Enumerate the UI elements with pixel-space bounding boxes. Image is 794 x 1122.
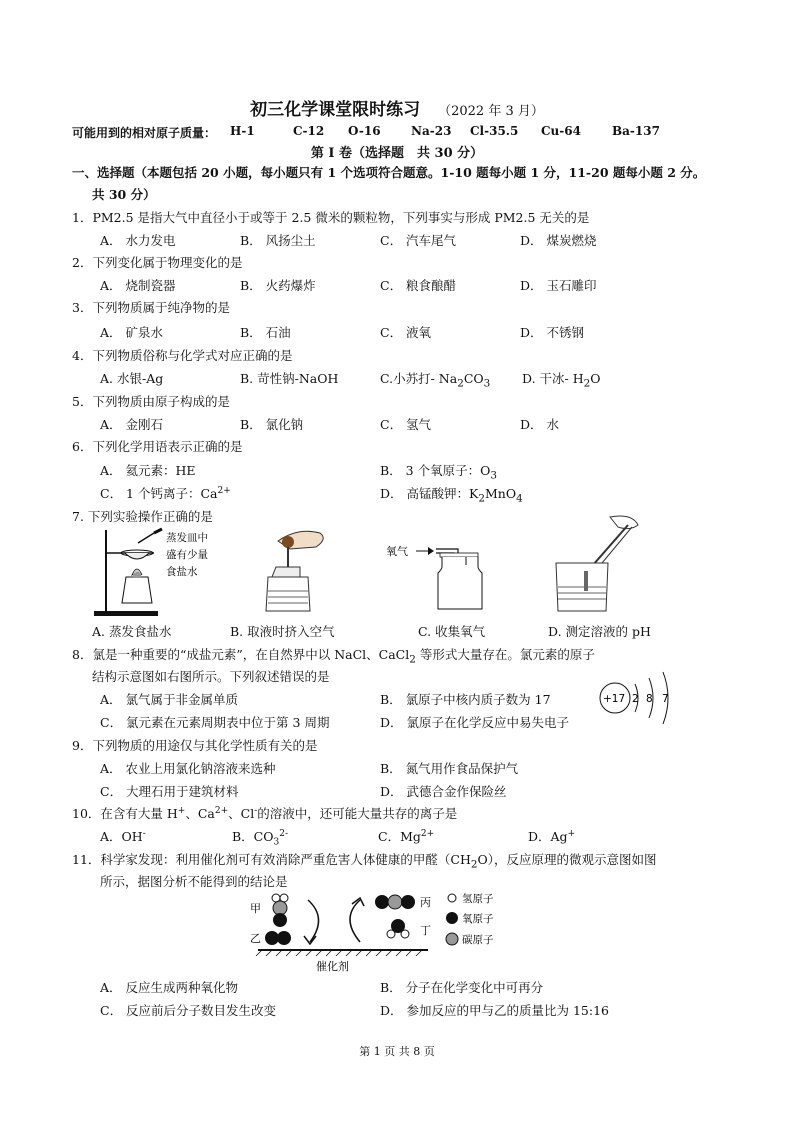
q4-option-a: A. 水银-Ag: [100, 371, 164, 386]
mass-cl: Cl-35.5: [470, 124, 519, 138]
q7-option-b: B. 取液时挤入空气: [230, 624, 335, 639]
q11-option-b: B． 分子在化学变化中可再分: [380, 980, 544, 995]
q7-figure-d: [540, 513, 650, 617]
q11-option-a: A． 反应生成两种氧化物: [100, 980, 239, 995]
q11-label-jia: 甲: [250, 902, 261, 915]
q8-option-d: D． 氯原子在化学反应中易失电子: [380, 715, 569, 730]
q9-option-d: D． 武德合金作保险丝: [380, 784, 507, 799]
section-heading-line1: 一、选择题（本题包括 20 小题，每小题只有 1 个选项符合题意。1-10 题每小题 1 分，11-20 题每小题 2 分。: [72, 165, 706, 180]
q2-option-c: C． 粮食酿醋: [380, 278, 457, 293]
q6-option-a: A． 氦元素：HE: [100, 463, 196, 478]
q7-fig-a-note1: 蒸发皿中: [166, 532, 208, 544]
q8-atom-diagram: [595, 670, 685, 726]
q2-option-b: B． 火药爆炸: [240, 278, 316, 293]
q1-option-c: C． 汽车尾气: [380, 233, 457, 248]
q11-legend-h: 氢原子: [462, 893, 494, 905]
q7-stem: 7. 下列实验操作正确的是: [72, 509, 213, 524]
mass-c: C-12: [293, 124, 325, 138]
q11-stem-line1: 11．科学家发现：利用催化剂可有效消除严重危害人体健康的甲醛$(CH_2O)$，反应原理的微观示意图如图: [72, 852, 657, 871]
q11-option-c: C． 反应前后分子数目发生改变: [100, 1003, 277, 1018]
q7-fig-c-gas: 氧气: [386, 545, 408, 558]
q5-option-d: D． 水: [520, 417, 559, 432]
q7-figure-b: [258, 525, 338, 617]
q7-figure-c: [380, 535, 500, 617]
q10-stem: 10．在含有大量 H+、$Ca^{2+}$、Cl-的溶液中，还可能大量共存的离子是: [72, 805, 458, 821]
q11-legend-o: 氧原子: [462, 913, 494, 925]
q1-option-a: A． 水力发电: [100, 233, 176, 248]
q2-stem: 2．下列变化属于物理变化的是: [72, 255, 243, 270]
q1-option-d: D． 煤炭燃烧: [520, 233, 597, 248]
q1-option-b: B． 风扬尘土: [240, 233, 316, 248]
q9-option-c: C． 大理石用于建筑材料: [100, 784, 239, 799]
q7-option-c: C. 收集氧气: [418, 624, 486, 639]
q2-option-a: A． 烧制瓷器: [100, 278, 176, 293]
q8-shell-2: 8: [646, 693, 653, 705]
q6-option-c: C． 1 个钙离子：$Ca^{2+}$: [100, 485, 231, 501]
q6-option-d: D． 高锰酸钾：$K_2MnO_4$: [380, 486, 523, 505]
q11-catalyst-label: 催化剂: [316, 960, 349, 972]
q6-stem: 6．下列化学用语表示正确的是: [72, 439, 243, 454]
q3-stem: 3．下列物质属于纯净物的是: [72, 300, 230, 315]
q11-reaction-diagram: [248, 888, 518, 972]
q8-option-c: C． 氯元素在元素周期表中位于第 3 周期: [100, 715, 330, 730]
q3-option-c: C． 液氧: [380, 325, 432, 340]
mass-h: H-1: [230, 124, 255, 138]
volume-title: 第 I 卷（选择题 共 30 分）: [310, 146, 484, 161]
page-footer: 第 1 页 共 8 页: [359, 1045, 435, 1058]
q4-option-c: C.小苏打- $Na_2CO_3$: [380, 371, 491, 390]
q9-stem: 9．下列物质的用途仅与其化学性质有关的是: [72, 738, 318, 753]
q4-option-d: D. 干冰- $H_2O$: [522, 371, 601, 390]
q7-option-a: A. 蒸发食盐水: [92, 624, 172, 639]
q5-option-a: A． 金刚石: [100, 417, 164, 432]
q3-option-a: A． 矿泉水: [100, 325, 164, 340]
q8-shell-3: 7: [662, 693, 669, 705]
q11-option-d: D． 参加反应的甲与乙的质量比为 15:16: [380, 1003, 609, 1018]
q8-option-b: B． 氯原子中核内质子数为 17: [380, 692, 551, 707]
q5-option-b: B． 氯化钠: [240, 417, 304, 432]
mass-ba: Ba-137: [612, 124, 660, 138]
q11-label-bing: 丙: [420, 896, 431, 909]
q10-option-a: A．OH-: [100, 828, 146, 844]
q4-stem: 4．下列物质俗称与化学式对应正确的是: [72, 348, 293, 363]
q5-option-c: C． 氢气: [380, 417, 432, 432]
q11-label-yi: 乙: [250, 932, 261, 945]
q8-nucleus-label: +17: [603, 693, 626, 705]
q10-option-d: D．Ag+: [528, 828, 576, 844]
q5-stem: 5．下列物质由原子构成的是: [72, 394, 230, 409]
mass-o: O-16: [348, 124, 381, 138]
q7-figure-a: [92, 525, 242, 620]
q6-option-b: B． 3 个氧原子：$O_3$: [380, 463, 497, 482]
q3-option-d: D． 不锈钢: [520, 325, 584, 340]
q9-option-a: A． 农业上用氯化钠溶液来选种: [100, 761, 276, 776]
q7-fig-a-note2: 盛有少量: [166, 549, 208, 561]
title-text: 初三化学课堂限时练习: [250, 100, 421, 120]
q8-stem-line2: 结构示意图如右图所示。下列叙述错误的是: [92, 669, 330, 684]
exam-date: （2022 年 3 月）: [438, 104, 544, 119]
q10-option-c: C．$Mg^{2+}$: [378, 828, 435, 844]
q11-label-ding: 丁: [420, 924, 431, 937]
q11-stem-line2: 所示，据图分析不能得到的结论是: [100, 874, 288, 889]
q11-legend-c: 碳原子: [462, 934, 494, 946]
q1-stem: 1．PM2.5 是指大气中直径小于或等于 2.5 微米的颗粒物，下列事实与形成 PM2.5 无关的是: [72, 210, 590, 225]
q8-shell-1: 2: [632, 693, 639, 705]
atomic-mass-label: 可能用到的相对原子质量：: [72, 126, 217, 140]
section-heading-line2: 共 30 分）: [92, 187, 156, 202]
q2-option-d: D． 玉石雕印: [520, 278, 597, 293]
q3-option-b: B． 石油: [240, 325, 291, 340]
q4-option-b: B. 苛性钠-NaOH: [240, 371, 339, 386]
q10-option-b: B．$CO_3^{2-}$: [232, 828, 289, 848]
q7-option-d: D. 测定溶液的 pH: [548, 624, 651, 639]
mass-cu: Cu-64: [541, 124, 581, 138]
page-title: [0, 95, 794, 120]
q8-stem-line1: 8．氯是一种重要的“成盐元素”，在自然界中以 NaCl、CaCl$_2$ 等形式大量存在。氯元素的原子: [72, 647, 595, 666]
mass-na: Na-23: [411, 124, 452, 138]
q7-fig-a-note3: 食盐水: [166, 566, 198, 578]
q8-option-a: A． 氯气属于非金属单质: [100, 692, 239, 707]
q9-option-b: B． 氮气用作食品保护气: [380, 761, 519, 776]
